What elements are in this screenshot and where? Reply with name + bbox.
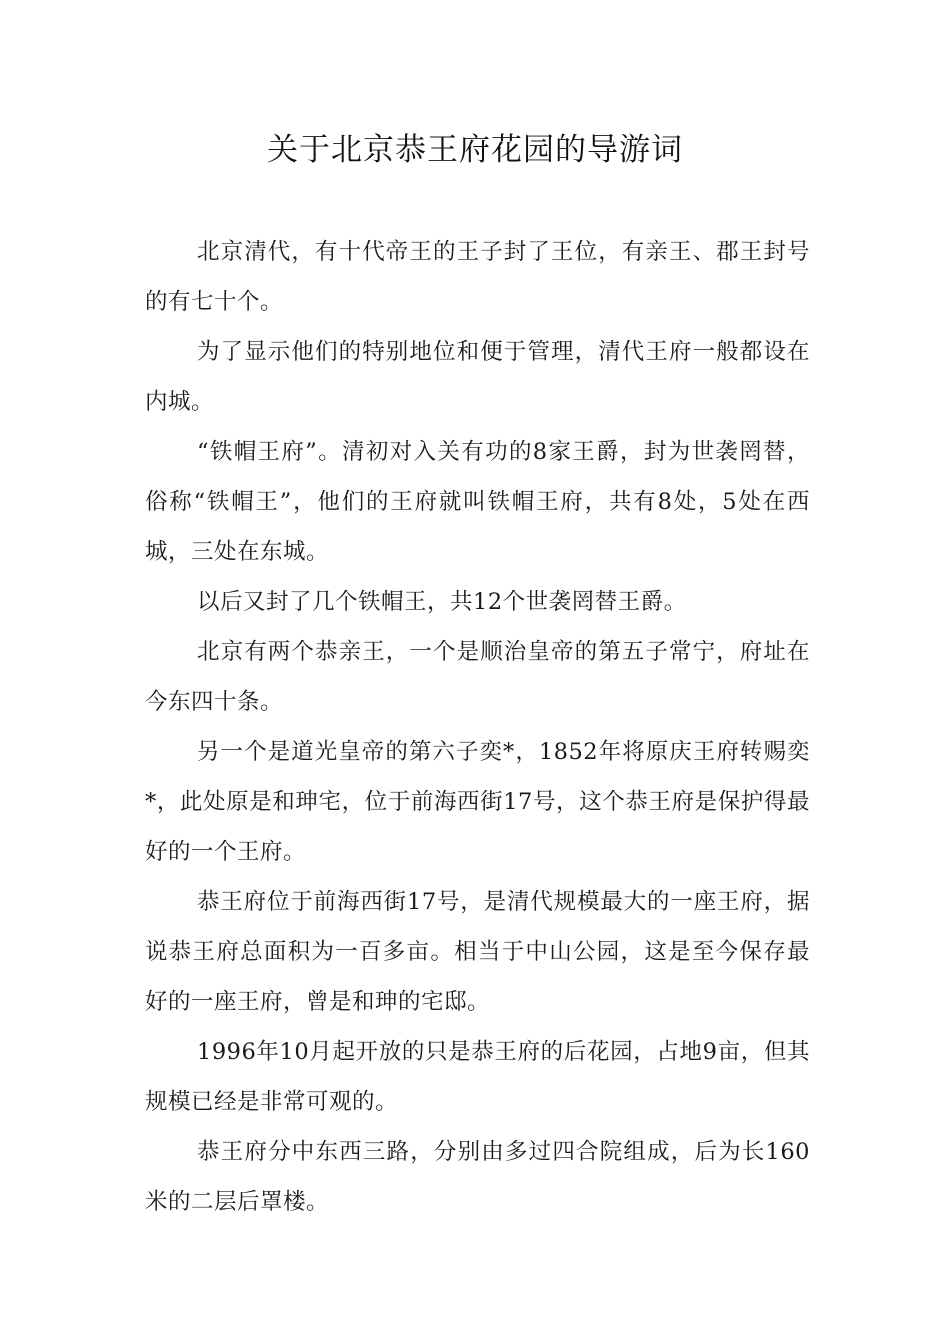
paragraph-4: 以后又封了几个铁帽王，共12个世袭罔替王爵。 xyxy=(197,589,687,615)
paragraph-2: 为了显示他们的特别地位和便于管理，清代王府一般都设在内城。 xyxy=(145,339,810,415)
paragraph-7: 恭王府位于前海西街17号，是清代规模最大的一座王府，据说恭王府总面积为一百多亩。相当于中山公园，这是至今保存最好的一座王府，曾是和珅的宅邸。 xyxy=(145,889,810,1015)
paragraph-3: “铁帽王府”。清初对入关有功的8家王爵，封为世袭罔替，俗称“铁帽王”，他们的王府就叫铁帽王府，共有8处，5处在西城，三处在东城。 xyxy=(145,439,810,565)
paragraph-5: 北京有两个恭亲王，一个是顺治皇帝的第五子常宁，府址在今东四十条。 xyxy=(145,639,810,715)
document-body xyxy=(145,227,810,1227)
paragraph-6: 另一个是道光皇帝的第六子奕*，1852年将原庆王府转赐奕*，此处原是和珅宅，位于前海西街17号，这个恭王府是保护得最好的一个王府。 xyxy=(145,739,810,865)
paragraph-1: 北京清代，有十代帝王的王子封了王位，有亲王、郡王封号的有七十个。 xyxy=(145,239,810,315)
paragraph-9: 恭王府分中东西三路，分别由多过四合院组成，后为长160米的二层后罩楼。 xyxy=(145,1139,810,1215)
paragraph-8: 1996年10月起开放的只是恭王府的后花园，占地9亩，但其规模已经是非常可观的。 xyxy=(145,1039,810,1115)
document-title: 关于北京恭王府花园的导游词 xyxy=(267,132,683,168)
